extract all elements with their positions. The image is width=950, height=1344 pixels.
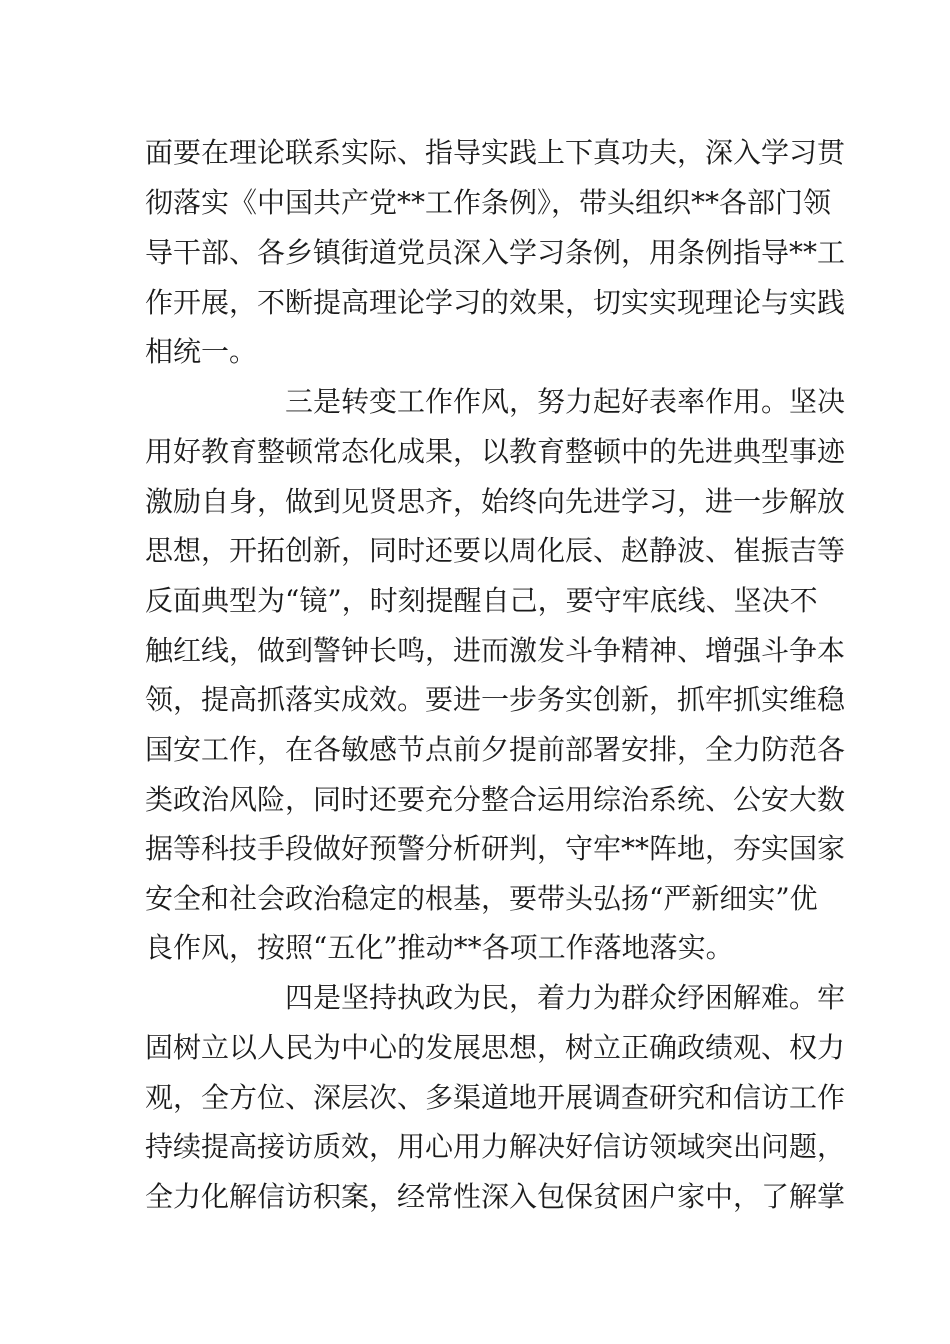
- text-line: 安全和社会政治稳定的根基，要带头弘扬“严新细实”优: [145, 882, 818, 915]
- paragraph-start-line: 四是坚持执政为民，着力为群众纾困解难。牢: [285, 981, 846, 1014]
- text-line: 良作风，按照“五化”推动**各项工作落地落实。: [145, 931, 734, 964]
- text-line: 反面典型为“镜”，时刻提醒自己，要守牢底线、坚决不: [145, 584, 818, 617]
- text-line: 面要在理论联系实际、指导实践上下真功夫，深入学习贯: [145, 136, 846, 169]
- text-line: 触红线，做到警钟长鸣，进而激发斗争精神、增强斗争本: [145, 634, 846, 667]
- text-line: 作开展，不断提高理论学习的效果，切实实现理论与实践: [145, 286, 846, 319]
- text-line: 激励自身，做到见贤思齐，始终向先进学习，进一步解放: [145, 485, 846, 518]
- text-line: 持续提高接访质效，用心用力解决好信访领域突出问题，: [145, 1130, 846, 1163]
- text-line: 全力化解信访积案，经常性深入包保贫困户家中，了解掌: [145, 1180, 846, 1213]
- text-line: 导干部、各乡镇街道党员深入学习条例，用条例指导**工: [145, 236, 846, 269]
- text-line: 固树立以人民为中心的发展思想，树立正确政绩观、权力: [145, 1031, 846, 1064]
- paragraph-start-line: 三是转变工作作风，努力起好表率作用。坚决: [285, 385, 846, 418]
- text-line: 国安工作，在各敏感节点前夕提前部署安排，全力防范各: [145, 733, 846, 766]
- text-line: 观，全方位、深层次、多渠道地开展调查研究和信访工作: [145, 1081, 846, 1114]
- text-line: 用好教育整顿常态化成果，以教育整顿中的先进典型事迹: [145, 435, 846, 468]
- text-line: 据等科技手段做好预警分析研判，守牢**阵地，夯实国家: [145, 832, 846, 865]
- text-line: 类政治风险，同时还要充分整合运用综治系统、公安大数: [145, 783, 846, 816]
- text-line: 相统一。: [145, 335, 258, 368]
- text-line: 彻落实《中国共产党**工作条例》，带头组织**各部门领: [145, 186, 832, 219]
- text-line: 思想，开拓创新，同时还要以周化辰、赵静波、崔振吉等: [145, 534, 846, 567]
- text-line: 领，提高抓落实成效。要进一步务实创新，抓牢抓实维稳: [145, 683, 846, 716]
